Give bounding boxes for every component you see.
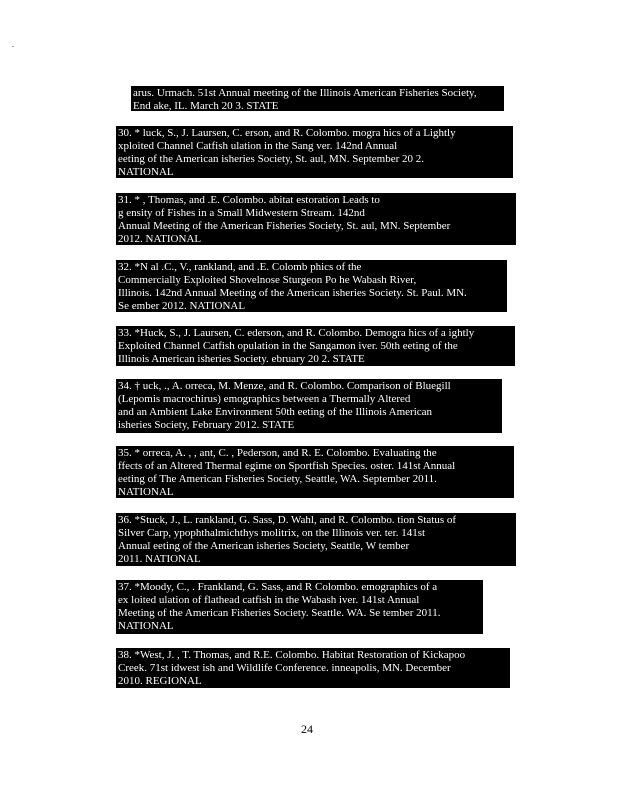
entry-line: ffects of an Altered Thermal egime on Sportfish Species. oster. 141st Annual bbox=[118, 460, 456, 472]
entry-line: NATIONAL bbox=[118, 486, 174, 498]
entry-line: Annual Meeting of the American Fisheries Society, St. aul, MN. September bbox=[118, 220, 451, 232]
entry-line: Exploited Channel Catfish opulation in the Sangamon iver. 50th eeting of the bbox=[118, 340, 458, 352]
bibliography-entry bbox=[116, 379, 502, 433]
entry-line: xploited Channel Catfish ulation in the Sang ver. 142nd Annual bbox=[118, 140, 398, 152]
entry-line: 33. *Huck, S., J. Laursen, C. ederson, and R. Colombo. Demogra hics of a ightly bbox=[118, 327, 475, 339]
bibliography-entry bbox=[116, 580, 483, 634]
entry-line: 34. † uck, ., A. orreca, M. Menze, and R. Colombo. Comparison of Bluegill bbox=[118, 380, 451, 392]
entry-line: arus. Urmach. 51st Annual meeting of the Illinois American Fisheries Society, bbox=[133, 87, 477, 99]
bibliography-entry bbox=[116, 326, 515, 366]
entry-line: ex loited ulation of flathead catfish in the Wabash iver. 141st Annual bbox=[118, 594, 420, 606]
bibliography-entry bbox=[116, 260, 507, 312]
entry-line: Commercially Exploited Shovelnose Sturgeon Po he Wabash River, bbox=[118, 274, 417, 286]
entry-line: 36. *Stuck, J., L. rankland, G. Sass, D. Wahl, and R. Colombo. tion Status of bbox=[118, 514, 457, 526]
bibliography-entry bbox=[116, 513, 516, 566]
entry-line: NATIONAL bbox=[118, 620, 174, 632]
entry-line: 2012. NATIONAL bbox=[118, 233, 202, 245]
scan-speck bbox=[12, 46, 14, 47]
entry-line: and an Ambient Lake Environment 50th eeting of the Illinois American bbox=[118, 406, 433, 418]
entry-line: Silver Carp, ypophthalmichthys molitrix, on the Illinois ver. ter. 141st bbox=[118, 527, 426, 539]
entry-line: NATIONAL bbox=[118, 166, 174, 178]
entry-line: 32. *N al .C., V., rankland, and .E. Colomb phics of the bbox=[118, 261, 362, 273]
entry-line: (Lepomis macrochirus) emographics between a Thermally Altered bbox=[118, 393, 411, 405]
entry-line: g ensity of Fishes in a Small Midwestern Stream. 142nd bbox=[118, 207, 365, 219]
bibliography-entry bbox=[116, 648, 510, 688]
entry-line: Illinois American isheries Society. ebruary 20 2. STATE bbox=[118, 353, 365, 365]
entry-line: Creek. 71st idwest ish and Wildlife Conference. inneapolis, MN. December bbox=[118, 662, 451, 674]
entry-line: 37. *Moody, C., . Frankland, G. Sass, and R Colombo. emographics of a bbox=[118, 581, 438, 593]
entry-line: eeting of The American Fisheries Society, Seattle, WA. September 2011. bbox=[118, 473, 437, 485]
entry-line: Meeting of the American Fisheries Society. Seattle. WA. Se tember 2011. bbox=[118, 607, 441, 619]
entry-line: eeting of the American isheries Society, St. aul, MN. September 20 2. bbox=[118, 153, 424, 165]
bibliography-entry bbox=[116, 193, 516, 245]
bibliography-entry bbox=[116, 126, 513, 178]
entry-line: Annual eeting of the American isheries Society, Seattle, W tember bbox=[118, 540, 410, 552]
entry-line: 2010. REGIONAL bbox=[118, 675, 202, 687]
page-number: 24 bbox=[301, 722, 313, 736]
bibliography-entry bbox=[131, 86, 504, 111]
entry-line: 38. *West, J. , T. Thomas, and R.E. Colombo. Habitat Restoration of Kickapoo bbox=[118, 649, 466, 661]
entry-line: 35. * orreca, A. , , ant, C. , Pederson, and R. E. Colombo. Evaluating the bbox=[118, 447, 437, 459]
bibliography-entry bbox=[116, 446, 514, 498]
entry-line: Illinois. 142nd Annual Meeting of the American isheries Society. St. Paul. MN. bbox=[118, 287, 467, 299]
entry-line: 31. * , Thomas, and .E. Colombo. abitat estoration Leads to bbox=[118, 194, 380, 206]
entry-line: Se ember 2012. NATIONAL bbox=[118, 300, 246, 312]
entry-line: isheries Society, February 2012. STATE bbox=[118, 419, 295, 431]
entry-line: 2011. NATIONAL bbox=[118, 553, 201, 565]
entry-line: 30. * luck, S., J. Laursen, C. erson, and R. Colombo. mogra hics of a Lightly bbox=[118, 127, 456, 139]
entry-line: End ake, IL. March 20 3. STATE bbox=[133, 100, 279, 112]
